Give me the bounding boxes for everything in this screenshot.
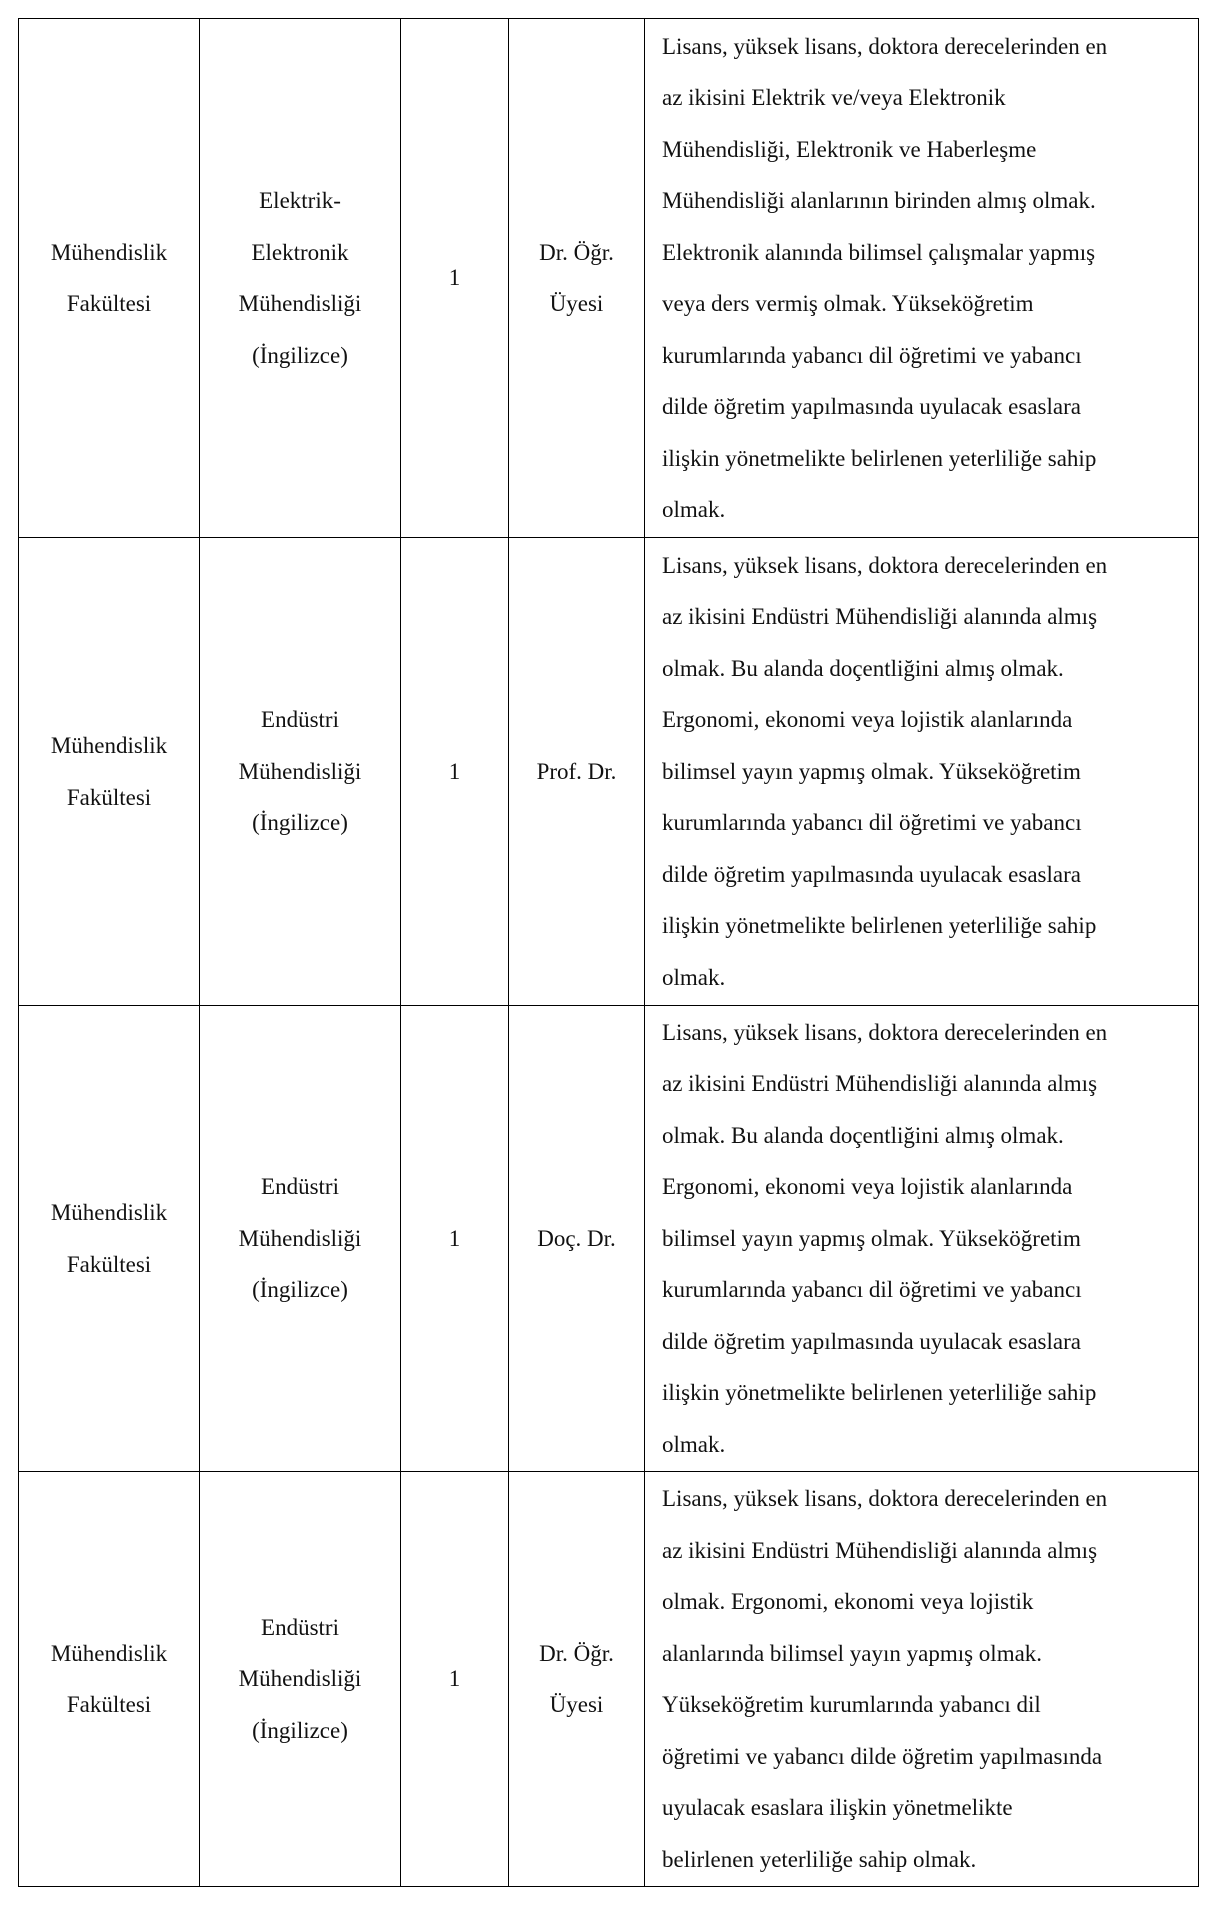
requirements-cell: Lisans, yüksek lisans, doktora derecelerinden en az ikisini Endüstri Mühendisliği alanında almış olmak. Ergonomi, ekonomi veya lojistik alanlarında bilimsel yayın yapmış olmak. Yükseköğretim kurumlarında yabancı dil öğretimi ve yabancı dilde öğretim yapılmasında uyulacak esaslara ilişkin yönetmelikte belirlenen yeterliliğe sahip olmak.	[645, 1472, 1199, 1887]
table-row	[19, 1006, 1199, 1472]
requirements-cell: Lisans, yüksek lisans, doktora derecelerinden en az ikisini Elektrik ve/veya Elektronik Mühendisliği, Elektronik ve Haberleşme Mühendisliği alanlarının birinden almış olmak. Elektronik alanında bilimsel çalışmalar yapmış veya ders vermiş olmak. Yükseköğretim kurumlarında yabancı dil öğretimi ve yabancı dilde öğretim yapılmasında uyulacak esaslara ilişkin yönetmelikte belirlenen yeterliliğe sahip olmak.	[645, 19, 1199, 538]
count-cell: 1	[401, 19, 509, 538]
faculty-cell: Mühendislik Fakültesi	[19, 1472, 200, 1887]
department-cell: Elektrik- Elektronik Mühendisliği (İngilizce)	[200, 19, 401, 538]
count-cell: 1	[401, 1472, 509, 1887]
title-cell: Dr. Öğr. Üyesi	[509, 1472, 645, 1887]
title-cell: Dr. Öğr. Üyesi	[509, 19, 645, 538]
requirements-cell: Lisans, yüksek lisans, doktora derecelerinden en az ikisini Endüstri Mühendisliği alanında almış olmak. Bu alanda doçentliğini almış olmak. Ergonomi, ekonomi veya lojistik alanlarında bilimsel yayın yapmış olmak. Yükseköğretim kurumlarında yabancı dil öğretimi ve yabancı dilde öğretim yapılmasında uyulacak esaslara ilişkin yönetmelikte belirlenen yeterliliğe sahip olmak.	[645, 538, 1199, 1006]
faculty-cell: Mühendislik Fakültesi	[19, 1006, 200, 1472]
count-cell: 1	[401, 1006, 509, 1472]
department-cell: Endüstri Mühendisliği (İngilizce)	[200, 1472, 401, 1887]
faculty-cell: Mühendislik Fakültesi	[19, 538, 200, 1006]
table-row	[19, 19, 1199, 538]
table-row	[19, 538, 1199, 1006]
title-cell: Doç. Dr.	[509, 1006, 645, 1472]
faculty-cell: Mühendislik Fakültesi	[19, 19, 200, 538]
department-cell: Endüstri Mühendisliği (İngilizce)	[200, 538, 401, 1006]
requirements-cell: Lisans, yüksek lisans, doktora derecelerinden en az ikisini Endüstri Mühendisliği alanında almış olmak. Bu alanda doçentliğini almış olmak. Ergonomi, ekonomi veya lojistik alanlarında bilimsel yayın yapmış olmak. Yükseköğretim kurumlarında yabancı dil öğretimi ve yabancı dilde öğretim yapılmasında uyulacak esaslara ilişkin yönetmelikte belirlenen yeterliliğe sahip olmak.	[645, 1006, 1199, 1472]
department-cell: Endüstri Mühendisliği (İngilizce)	[200, 1006, 401, 1472]
positions-table	[18, 18, 1199, 1887]
count-cell: 1	[401, 538, 509, 1006]
table-row	[19, 1472, 1199, 1887]
title-cell: Prof. Dr.	[509, 538, 645, 1006]
